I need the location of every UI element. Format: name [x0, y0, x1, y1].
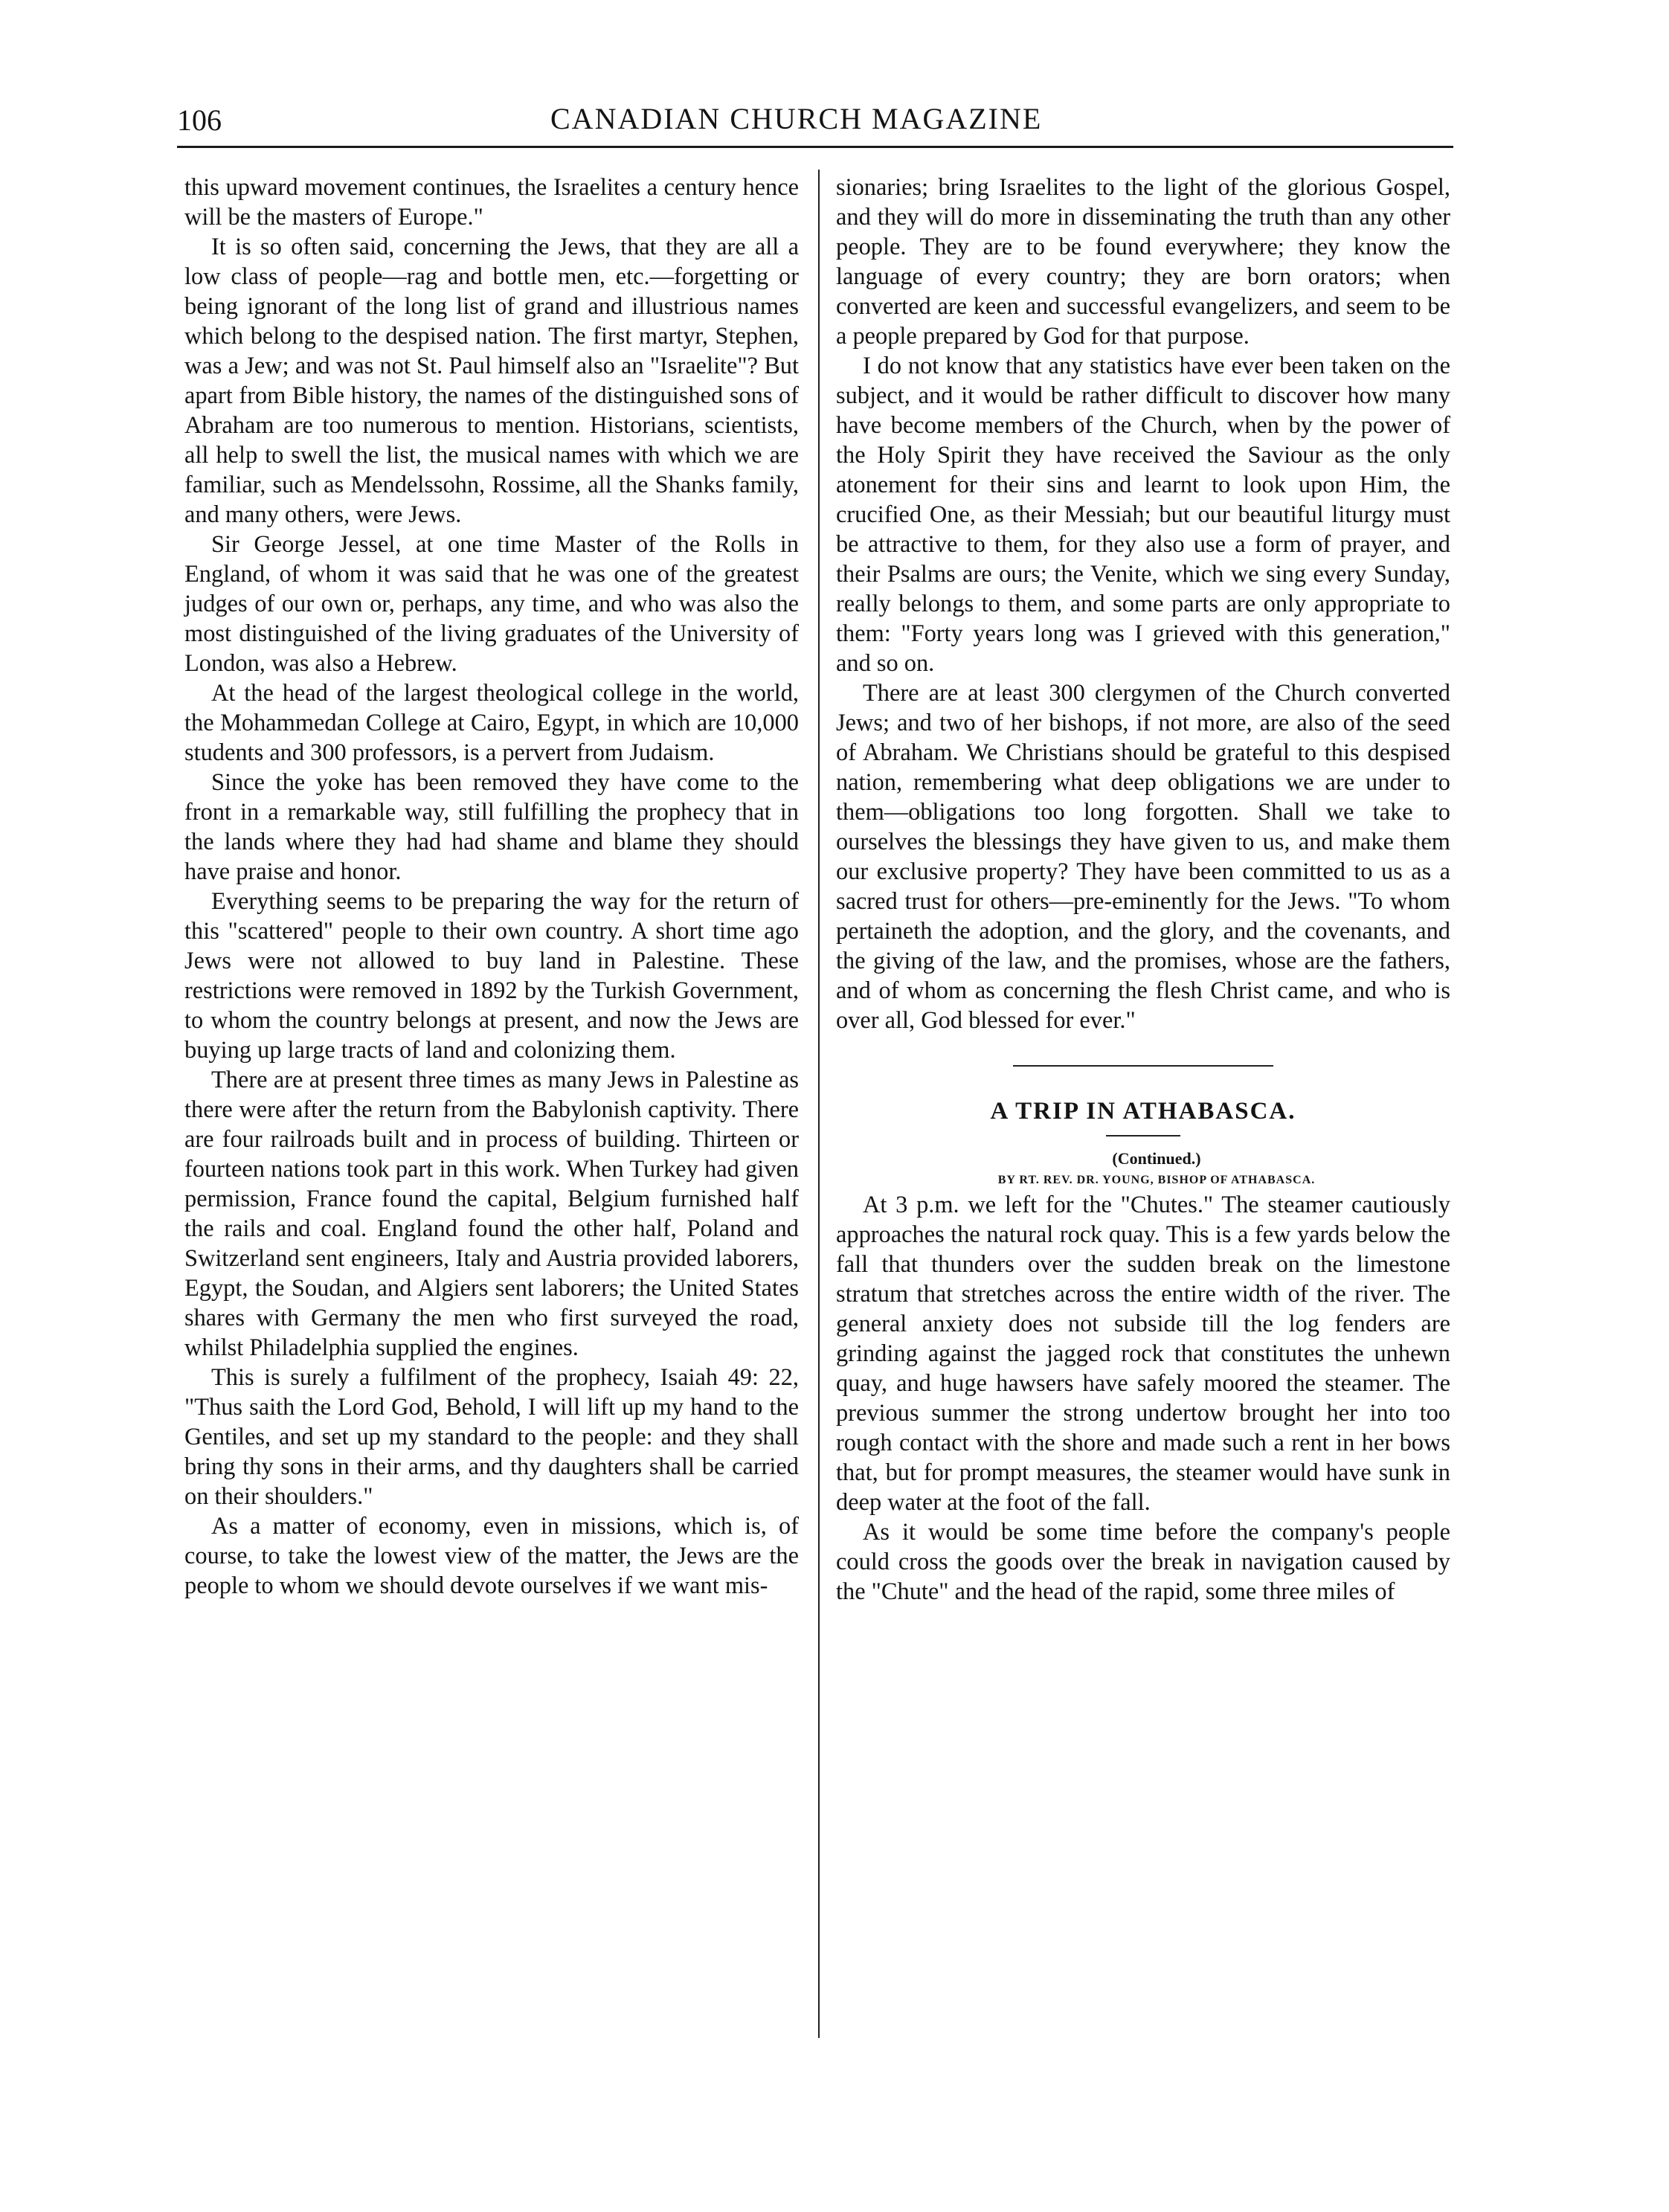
paragraph: Everything seems to be preparing the way for the return of this "scattered" people to their own country. A short time ago Jews were not allowed to buy land in Palestine. These restrictions were removed in 1892 by the Turkish Government, to whom the country belongs at present, and now the Jews are buying up large tracts of land and colonizing them. — [184, 888, 799, 1064]
continued-label: (Continued.) — [1112, 1149, 1201, 1168]
paragraph: At 3 p.m. we left for the "Chutes." The steamer cautiously approaches the natural rock quay. This is a few yards below the fall that thunders over the sudden break on the limestone stratum that stretches across the entire width of the river. The general anxiety does not subside till the log fenders are grinding against the jagged rock that constitutes the unhewn quay, and huge hawsers have safely moored the steamer. The previous summer the strong undertow brought her into too rough contact with the shore and made such a rent in her bows that, but for prompt measures, the steamer would have sunk in deep water at the foot of the fall. — [836, 1192, 1450, 1516]
paragraph: There are at least 300 clergymen of the Church converted Jews; and two of her bishops, if not more, are also of the seed of Abraham. We Christians should be grateful to this despised nation, remembering what deep obligations we are under to them—obligations too long forgotten. Shall we take to ourselves the blessings they have given to us, and make them our exclusive property? They have been committed to us as a sacred trust for others—pre-eminently for the Jews. "To whom pertaineth the adoption, and the glory, and the covenants, and the giving of the law, and the promises, whose are the fathers, and of whom as concerning the flesh Christ came, and who is over all, God blessed for ever." — [836, 680, 1450, 1034]
section-divider-line — [1013, 1065, 1273, 1067]
header-rule — [177, 146, 1453, 148]
paragraph: sionaries; bring Israelites to the light of the glorious Gospel, and they will do more in disseminating the truth than any other people. They are to be found everywhere; they know the language of every country; they are born orators; when converted are keen and successful evangelizers, and seem to be a people prepared by God for that purpose. — [836, 174, 1450, 350]
paragraph: this upward movement continues, the Israelites a century hence will be the masters of Europe." — [184, 174, 799, 231]
paragraph: Sir George Jessel, at one time Master of the Rolls in England, of whom it was said that he was one of the greatest judges of our own or, perhaps, any time, and who was also the most distinguished of the living graduates of the University of London, was also a Hebrew. — [184, 531, 799, 677]
paragraph: There are at present three times as many Jews in Palestine as there were after the return from the Babylonish captivity. There are four railroads built and in process of building. Thirteen or fourteen nations took part in this work. When Turkey had given permission, France found the capital, Belgium furnished half the rails and coal. England found the other half, Poland and Switzerland sent engineers, Italy and Austria provided laborers, Egypt, the Soudan, and Algiers sent laborers; the United States shares with Germany the men who first surveyed the road, whilst Philadelphia supplied the engines. — [184, 1067, 799, 1361]
article-title: A TRIP IN ATHABASCA. — [990, 1098, 1296, 1125]
article-byline: BY RT. REV. DR. YOUNG, BISHOP OF ATHABASCA. — [997, 1174, 1316, 1186]
left-column — [184, 173, 799, 1601]
running-title: CANADIAN CHURCH MAGAZINE — [550, 102, 1043, 135]
paragraph: As a matter of economy, even in missions, which is, of course, to take the lowest view of the matter, the Jews are the people to whom we should devote ourselves if we want mis- — [184, 1513, 799, 1599]
column-divider — [818, 170, 820, 2038]
paragraph: It is so often said, concerning the Jews, that they are all a low class of people—rag and bottle men, etc.—forgetting or being ignorant of the long list of grand and illustrious names which belong to the despised nation. The first martyr, Stephen, was a Jew; and was not St. Paul himself also an "Israelite"? But apart from Bible history, the names of the distinguished sons of Abraham are too numerous to mention. Historians, scientists, all help to swell the list, the musical names with which we are familiar, such as Mendelssohn, Rossime, all the Shanks family, and many others, were Jews. — [184, 234, 799, 528]
paragraph: As it would be some time before the company's people could cross the goods over the break in navigation caused by the "Chute" and the head of the rapid, some three miles of — [836, 1519, 1450, 1605]
paragraph: Since the yoke has been removed they have come to the front in a remarkable way, still fulfilling the prophecy that in the lands where they had had shame and blame they should have praise and honor. — [184, 769, 799, 885]
paragraph: I do not know that any statistics have ever been taken on the subject, and it would be rather difficult to discover how many have become members of the Church, when by the power of the Holy Spirit they have received the Saviour as the only atonement for their sins and learnt to look upon Him, the crucified One, as their Messiah; but our beautiful liturgy must be attractive to them, for they also use a form of prayer, and their Psalms are ours; the Venite, which we sing every Sunday, really belongs to them, and some parts are only appropriate to them: "Forty years long was I grieved with this generation," and so on. — [836, 353, 1450, 677]
right-column — [836, 173, 1450, 1607]
paragraph: At the head of the largest theological college in the world, the Mohammedan College at Cairo, Egypt, in which are 10,000 students and 300 professors, is a pervert from Judaism. — [184, 680, 799, 766]
paragraph: This is surely a fulfilment of the prophecy, Isaiah 49: 22, "Thus saith the Lord God, Behold, I will lift up my hand to the Gentiles, and set up my standard to the people: and they shall bring thy sons in their arms, and thy daughters shall be carried on their shoulders." — [184, 1364, 799, 1510]
section-divider — [836, 1035, 1450, 1095]
page-number: 106 — [177, 103, 222, 137]
title-rule — [1106, 1135, 1180, 1136]
